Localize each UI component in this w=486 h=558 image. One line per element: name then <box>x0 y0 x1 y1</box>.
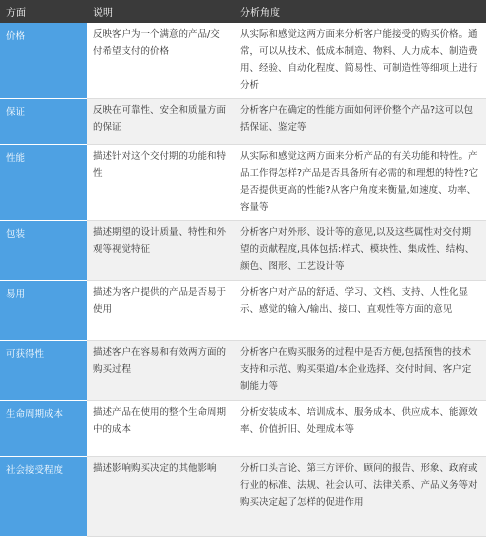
table-header <box>0 0 486 23</box>
description-cell: 反映在可靠性、安全和质量方面的保证 <box>87 99 234 145</box>
aspect-cell: 易用 <box>0 281 87 341</box>
table-row <box>0 341 486 401</box>
table-row <box>0 99 486 145</box>
table-row <box>0 281 486 341</box>
aspect-cell: 保证 <box>0 99 87 145</box>
analysis-cell: 分析客户对产品的舒适、学习、文档、支持、人性化显示、感觉的输入/输出、接口、直观性等方面的意见 <box>234 281 486 341</box>
table-row <box>0 401 486 457</box>
table-row <box>0 145 486 221</box>
analysis-cell: 分析安装成本、培训成本、服务成本、供应成本、能源效率、价值折旧、处理成本等 <box>234 401 486 457</box>
table-row <box>0 23 486 99</box>
aspect-cell: 包装 <box>0 221 87 281</box>
description-cell: 描述期望的设计质量、特性和外观等视觉特征 <box>87 221 234 281</box>
description-cell: 描述影响购买决定的其他影响 <box>87 457 234 537</box>
analysis-cell: 从实际和感觉这两方面来分析客户能接受的购买价格。通常，可以从技术、低成本制造、物料、人力成本、制造费用、经验、自动化程度、简易性、可制造性等细项上进行分析 <box>234 23 486 99</box>
aspect-cell: 生命周期成本 <box>0 401 87 457</box>
aspect-cell: 社会接受程度 <box>0 457 87 537</box>
aspect-cell: 价格 <box>0 23 87 99</box>
description-cell: 描述客户在容易和有效两方面的购买过程 <box>87 341 234 401</box>
description-cell: 描述为客户提供的产品是否易于使用 <box>87 281 234 341</box>
analysis-cell: 分析客户对外形、设计等的意见,以及这些属性对交付期望的贡献程度,具体包括:样式、模块性、集成性、结构、颜色、图形、工艺设计等 <box>234 221 486 281</box>
description-cell: 描述产品在使用的整个生命周期中的成本 <box>87 401 234 457</box>
analysis-cell: 分析客户在购买服务的过程中是否方便,包括预售的技术支持和示范、购买渠道/本企业选择、交付时间、客户定制能力等 <box>234 341 486 401</box>
aspect-cell: 性能 <box>0 145 87 221</box>
table-body <box>0 23 486 537</box>
table-row <box>0 457 486 537</box>
header-description: 说明 <box>87 0 234 23</box>
analysis-cell: 分析客户在确定的性能方面如何评价整个产品?这可以包括保证、鉴定等 <box>234 99 486 145</box>
analysis-cell: 从实际和感觉这两方面来分析产品的有关功能和特性。产品工作得怎样?产品是否具备所有必需的和理想的特性?它是否提供更高的性能?从客户角度来衡量,如速度、功率、容量等 <box>234 145 486 221</box>
header-aspect: 方面 <box>0 0 87 23</box>
aspect-cell: 可获得性 <box>0 341 87 401</box>
analysis-cell: 分析口头言论、第三方评价、顾问的报告、形象、政府或行业的标准、法规、社会认可、法律关系、产品义务等对购买决定起了怎样的促进作用 <box>234 457 486 537</box>
table-row <box>0 221 486 281</box>
description-cell: 描述针对这个交付期的功能和特性 <box>87 145 234 221</box>
description-cell: 反映客户为一个满意的产品/交付希望支付的价格 <box>87 23 234 99</box>
header-analysis: 分析角度 <box>234 0 486 23</box>
